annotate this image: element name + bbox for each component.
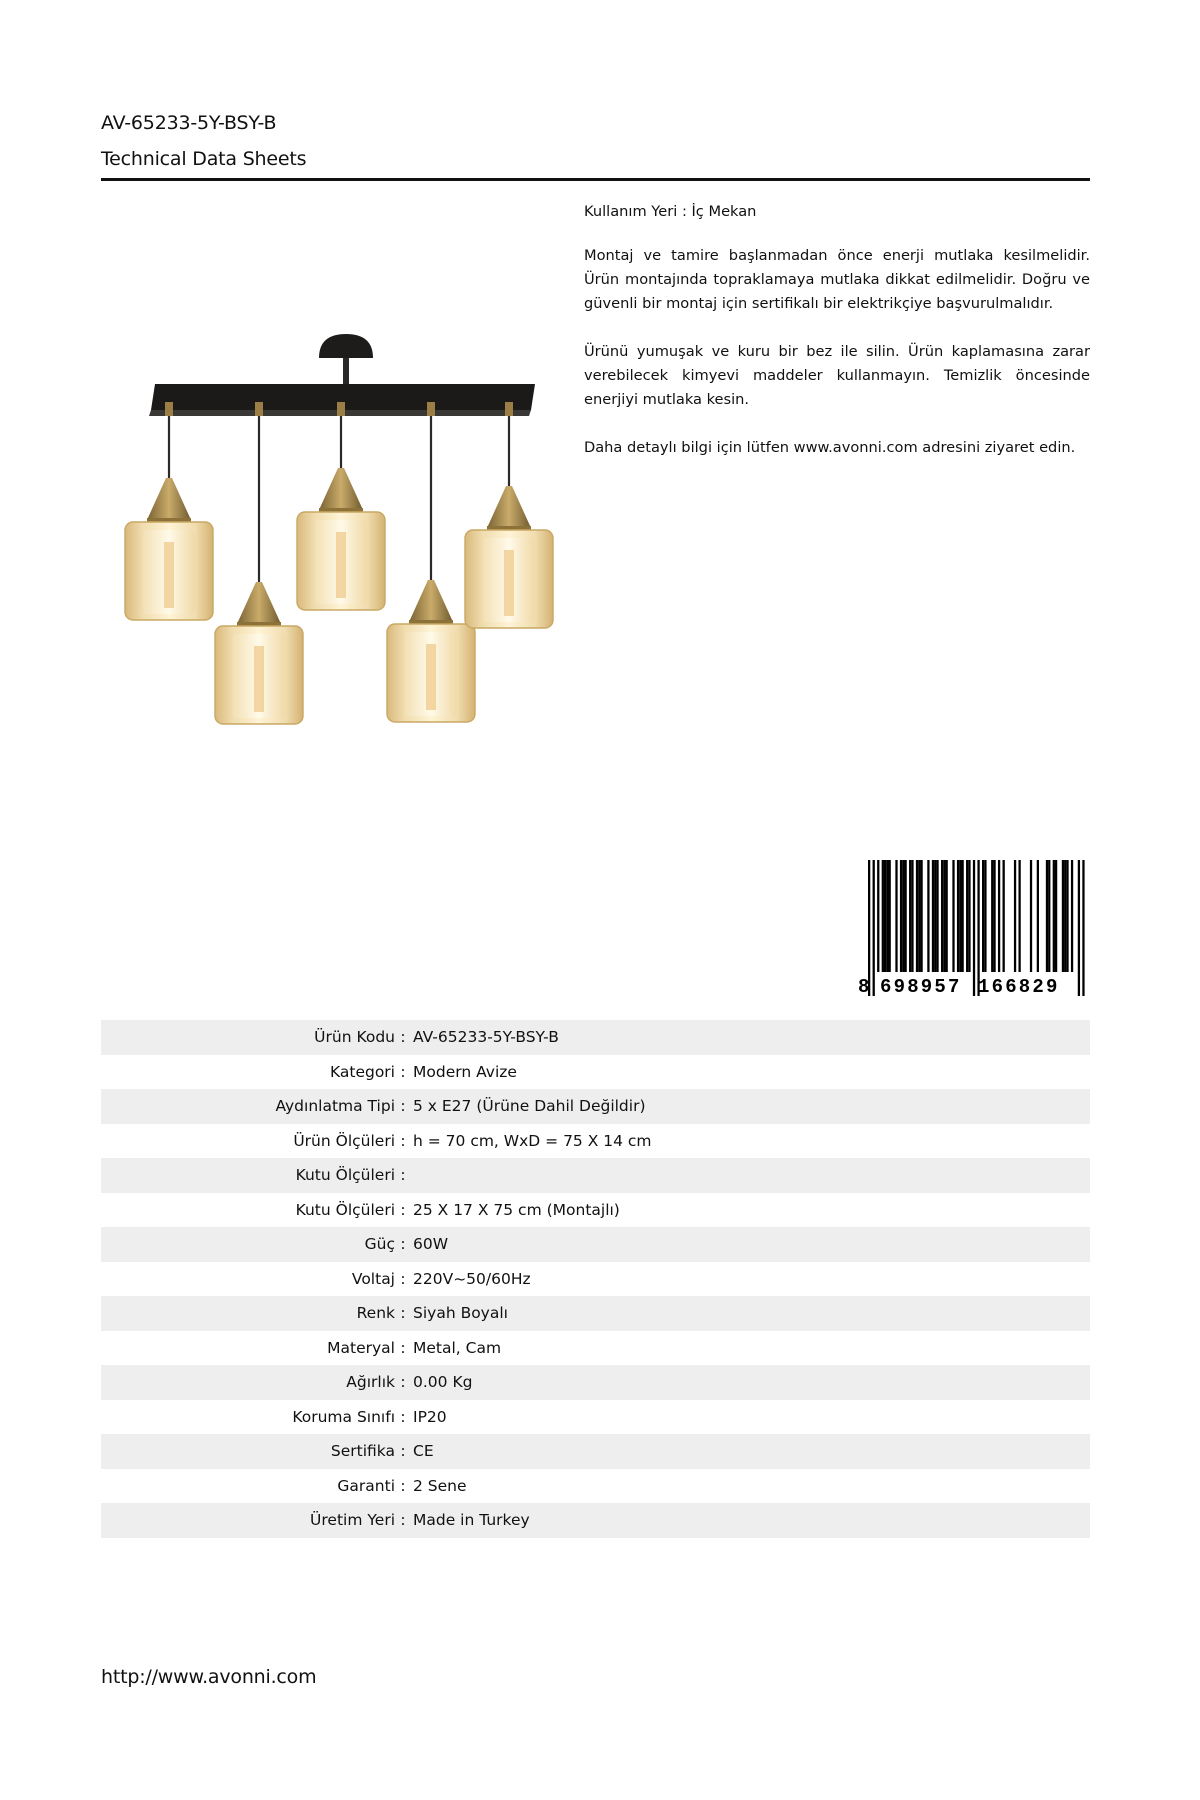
- barcode-bar: [1014, 860, 1016, 972]
- spec-separator: :: [400, 1028, 406, 1047]
- spec-value: h = 70 cm, WxD = 75 X 14 cm: [413, 1131, 652, 1150]
- barcode-bar: [966, 860, 968, 972]
- spec-row: [101, 1365, 1090, 1400]
- page-subtitle: Technical Data Sheets: [101, 148, 307, 170]
- barcode-bar: [982, 860, 984, 972]
- barcode-bar: [1037, 860, 1039, 972]
- spec-value: Modern Avize: [413, 1062, 517, 1081]
- spec-separator: :: [400, 1166, 406, 1185]
- spec-value: Siyah Boyalı: [413, 1304, 508, 1323]
- spec-label: Güç: [364, 1235, 395, 1254]
- spec-separator: :: [400, 1511, 406, 1530]
- barcode-digit-lead: 8: [858, 976, 870, 996]
- spec-label: Üretim Yeri: [310, 1511, 395, 1530]
- barcode-bar: [909, 860, 911, 972]
- spec-separator: :: [400, 1200, 406, 1219]
- spec-row: [101, 1262, 1090, 1297]
- barcode-bar: [1078, 860, 1080, 996]
- spec-separator: :: [400, 1235, 406, 1254]
- spec-row: [101, 1469, 1090, 1504]
- barcode-bar: [1048, 860, 1050, 972]
- spec-label: Kutu Ölçüleri: [295, 1200, 395, 1219]
- spec-value: 0.00 Kg: [413, 1373, 473, 1392]
- barcode-bar: [916, 860, 918, 972]
- barcode-bar: [889, 860, 891, 972]
- barcode-bar: [952, 860, 954, 972]
- barcode-bar: [927, 860, 929, 972]
- spec-separator: :: [400, 1442, 406, 1461]
- barcode-bar: [1055, 860, 1057, 972]
- spec-value: Made in Turkey: [413, 1511, 530, 1530]
- barcode-bar: [920, 860, 922, 972]
- spec-value: 2 Sene: [413, 1476, 467, 1495]
- barcode-bar: [943, 860, 945, 972]
- spec-label: Kategori: [329, 1062, 395, 1081]
- spec-separator: :: [400, 1062, 406, 1081]
- barcode-bar: [873, 860, 875, 996]
- barcode-bar: [936, 860, 938, 972]
- spec-value: 220V~50/60Hz: [413, 1269, 531, 1288]
- spec-value: Metal, Cam: [413, 1338, 502, 1357]
- website-note: Daha detaylı bilgi için lütfen www.avonni.com adresini ziyaret edin.: [584, 439, 1076, 456]
- barcode-bar: [973, 860, 975, 996]
- header-divider: [101, 178, 1090, 181]
- barcode-bar: [1046, 860, 1048, 972]
- spec-value: 25 X 17 X 75 cm (Montajlı): [413, 1200, 620, 1219]
- spec-value: AV-65233-5Y-BSY-B: [413, 1028, 559, 1047]
- spec-label: Aydınlatma Tipi: [275, 1097, 395, 1116]
- safety-note: Montaj ve tamire başlanmadan önce enerji mutlaka kesilmelidir. Ürün montajında topraklamaya mutlaka dikkat edilmelidir. Doğru ve güvenli bir montaj için sertifikalı bir elektrikçiye başvurulmalıdır.: [584, 247, 1090, 312]
- spec-row: [101, 1089, 1090, 1124]
- barcode-bar: [1053, 860, 1055, 972]
- barcode-bar: [961, 860, 963, 972]
- barcode-bar: [1018, 860, 1020, 972]
- spec-row: [101, 1227, 1090, 1262]
- spec-row: [101, 1434, 1090, 1469]
- barcode-bar: [1030, 860, 1032, 972]
- spec-separator: :: [400, 1476, 406, 1495]
- spec-separator: :: [400, 1373, 406, 1392]
- barcode-bar: [1066, 860, 1068, 972]
- spec-separator: :: [400, 1304, 406, 1323]
- barcode-bar: [968, 860, 970, 972]
- barcode-bar: [882, 860, 884, 972]
- spec-separator: :: [400, 1407, 406, 1426]
- spec-label: Garanti: [337, 1476, 395, 1495]
- spec-label: Voltaj: [351, 1269, 395, 1288]
- spec-row: [101, 1296, 1090, 1331]
- barcode-bar: [993, 860, 995, 972]
- barcode-bar: [946, 860, 948, 972]
- barcode-bar: [1062, 860, 1064, 972]
- spec-row: [101, 1331, 1090, 1366]
- spec-row: [101, 1055, 1090, 1090]
- spec-row: [101, 1020, 1090, 1055]
- barcode-digits-right: 166829: [978, 976, 1060, 996]
- spec-label: Ürün Ölçüleri: [293, 1131, 395, 1150]
- barcode-bar: [884, 860, 886, 972]
- barcode-bar: [904, 860, 906, 972]
- spec-separator: :: [400, 1131, 406, 1150]
- barcode-bar: [886, 860, 888, 972]
- barcode-bar: [941, 860, 943, 972]
- barcode-bar: [895, 860, 897, 972]
- spec-label: Ağırlık: [346, 1373, 395, 1392]
- spec-label: Ürün Kodu: [314, 1028, 395, 1047]
- spec-row: [101, 1124, 1090, 1159]
- barcode-bar: [877, 860, 879, 972]
- barcode-bar: [998, 860, 1000, 972]
- spec-value: IP20: [413, 1407, 447, 1426]
- spec-value: 60W: [413, 1235, 449, 1254]
- barcode-bar: [900, 860, 902, 972]
- barcode-digits-left: 698957: [880, 976, 962, 996]
- barcode-bar: [984, 860, 986, 972]
- product-image: [101, 196, 567, 956]
- spec-value: 5 x E27 (Ürüne Dahil Değildir): [413, 1097, 646, 1116]
- cleaning-note: Ürünü yumuşak ve kuru bir bez ile silin. Ürün kaplamasına zarar verebilecek kimyevi maddeler kullanmayın. Temizlik öncesinde enerjiyi mutlaka kesin.: [584, 343, 1090, 408]
- spec-label: Renk: [356, 1304, 395, 1323]
- spec-row: [101, 1400, 1090, 1435]
- spec-label: Materyal: [327, 1338, 395, 1357]
- barcode-bar: [957, 860, 959, 972]
- barcode: [850, 856, 1090, 996]
- barcode-bar: [991, 860, 993, 972]
- spec-separator: :: [400, 1097, 406, 1116]
- barcode-bar: [934, 860, 936, 972]
- barcode-bar: [932, 860, 934, 972]
- spec-separator: :: [400, 1269, 406, 1288]
- barcode-bar: [1071, 860, 1073, 972]
- barcode-bar: [911, 860, 913, 972]
- spec-separator: :: [400, 1338, 406, 1357]
- specs-table: [101, 1020, 1090, 1538]
- spec-label: Sertifika: [330, 1442, 395, 1461]
- barcode-bar: [1003, 860, 1005, 972]
- usage-location: Kullanım Yeri : İç Mekan: [584, 203, 757, 220]
- barcode-bar: [1082, 860, 1084, 996]
- barcode-bar: [902, 860, 904, 972]
- page-title: AV-65233-5Y-BSY-B: [101, 112, 277, 134]
- spec-label: Koruma Sınıfı: [292, 1407, 395, 1426]
- spec-row: [101, 1503, 1090, 1538]
- spec-value: CE: [413, 1442, 434, 1461]
- spec-label: Kutu Ölçüleri: [295, 1166, 395, 1185]
- footer-url[interactable]: http://www.avonni.com: [101, 1666, 317, 1688]
- barcode-bar: [959, 860, 961, 972]
- spec-row: [101, 1158, 1090, 1193]
- barcode-bar: [918, 860, 920, 972]
- usage-info: [584, 200, 1090, 484]
- barcode-bar: [1064, 860, 1066, 972]
- spec-row: [101, 1193, 1090, 1228]
